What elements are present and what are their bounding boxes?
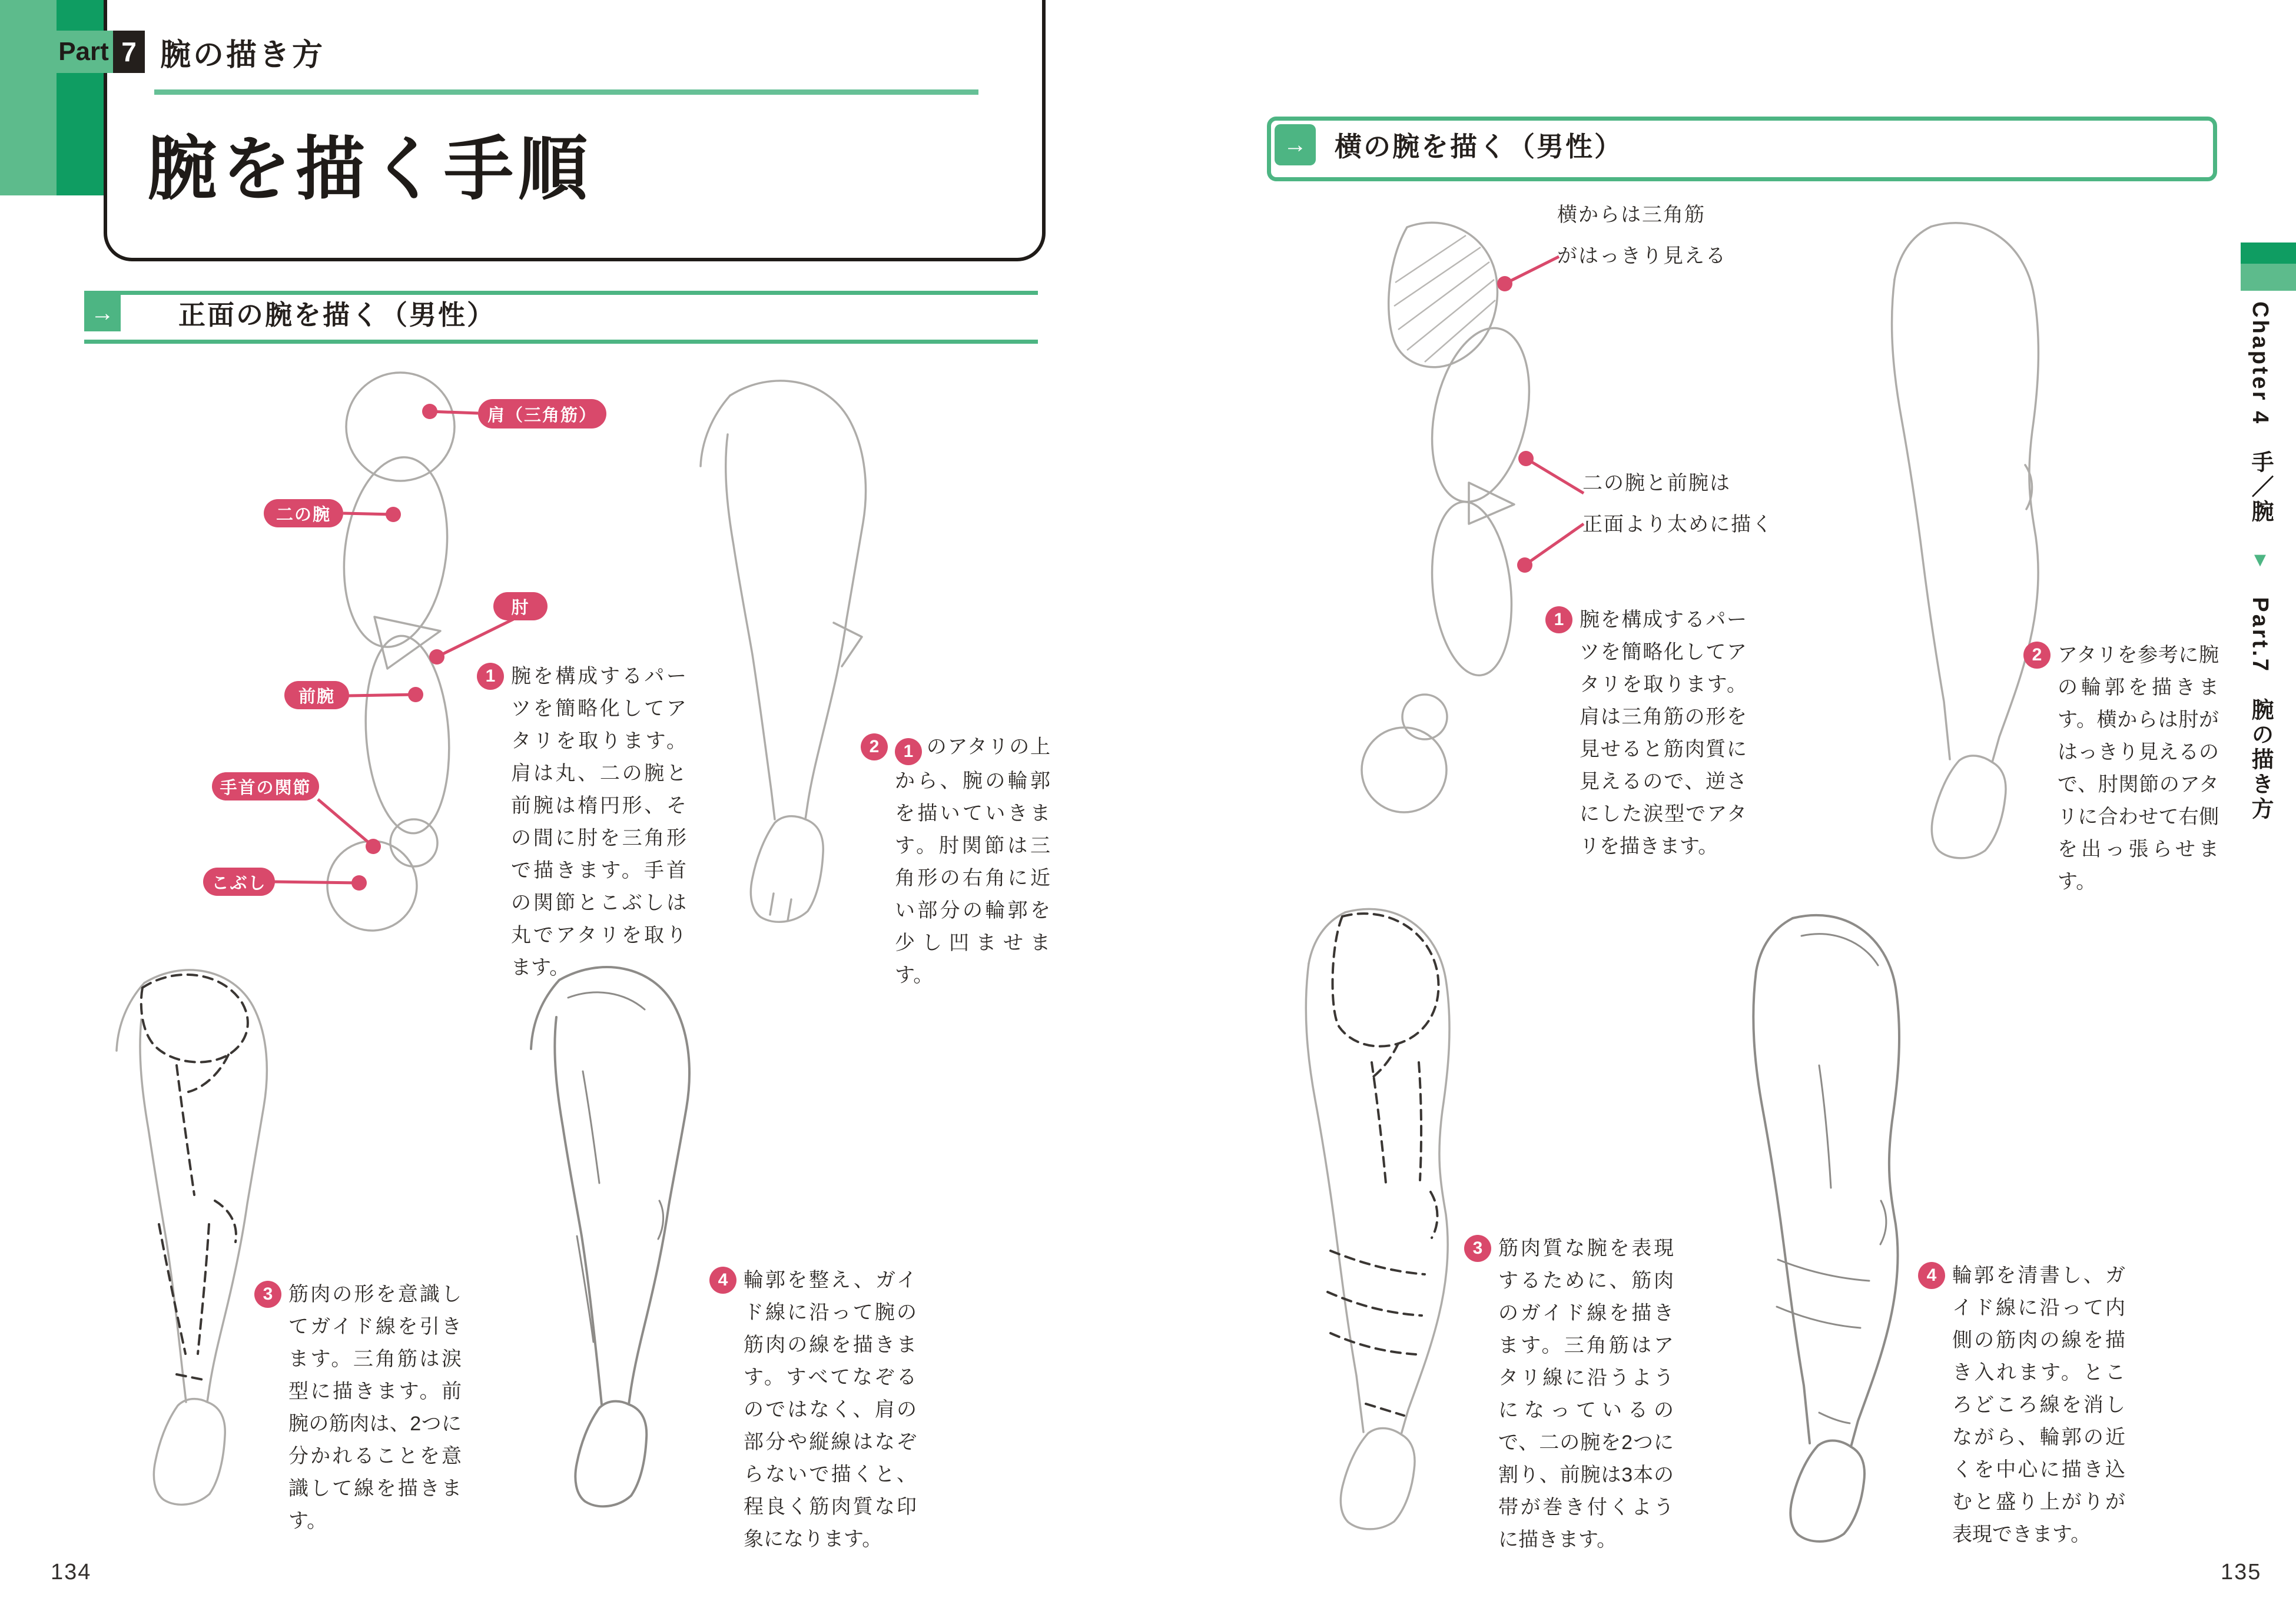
step-ref-badge: 1 [895,738,922,765]
part-number: 7 [113,31,145,73]
annotation-deltoid [1557,194,1727,277]
step-4-front [709,1264,917,1556]
annotation-line: 正面より太めに描く [1582,513,1773,536]
step-text: 筋肉の形を意識してガイド線を引きます。三角筋は涙型に描きます。前腕の筋肉は、2つに分かれることを意識して線を描きます。 [288,1283,462,1532]
label-wrist-joint: 手首の関節 [212,772,319,800]
step-number-badge: 2 [861,733,888,760]
step-4-side [1918,1260,2125,1551]
section-title: 正面の腕を描く（男性） [178,300,496,330]
step-text: 腕を構成するパーツを簡略化してアタリを取ります。肩は丸、二の腕と前腕は楕円形、その間に肘を三角形で描きます。手首の関節とこぶしは丸でアタリを取ります。 [511,665,686,979]
label-upper-arm: 二の腕 [264,499,343,527]
triangle-marker-icon: ▼ [2249,548,2271,573]
sidebar-part: Part.7 腕の描き方 [2248,597,2272,822]
step-text: 筋肉質な腕を表現するために、筋肉のガイド線を描きます。三角筋はアタリ線に沿うようになっているので、二の腕を2つに割り、前腕は3本の帯が巻き付くように描きます。 [1498,1237,1674,1551]
annotation-thickness [1582,463,1773,545]
part-title: 腕の描き方 [160,38,326,72]
arrow-icon: → [1275,124,1316,165]
sidebar-chapter: Chapter 4 手／腕 [2248,301,2272,525]
step-1-front [477,660,686,984]
step-text-body: のアタリの上から、腕の輪郭を描いていきます。肘関節は三角形の右角に近い部分の輪郭を少し凹ませます。 [895,736,1050,986]
arrow-icon: → [84,295,121,331]
label-shoulder: 肩（三角筋） [478,399,606,428]
label-fist: こぶし [203,868,275,896]
step-number-badge: 3 [254,1281,281,1308]
step-3-side [1464,1233,1674,1556]
section-title: 横の腕を描く（男性） [1335,131,1623,162]
page-number-left: 134 [51,1560,92,1585]
step-2-front [861,731,1050,992]
step-text: 輪郭を清書し、ガイド線に沿って内側の筋肉の線を描き入れます。ところどころ線を消しながら、輪郭の近くを中心に描き込むと盛り上がりが表現できます。 [1952,1264,2125,1546]
step-number-badge: 1 [477,663,504,690]
label-elbow: 肘 [493,592,548,620]
page-title: 腕を描く手順 [147,131,593,208]
annotation-line: 二の腕と前腕は [1582,472,1731,494]
step-text [861,731,1050,992]
step-number-badge: 3 [1464,1235,1491,1262]
step-number-badge: 4 [709,1267,736,1294]
label-forearm: 前腕 [284,681,349,709]
step-3-front [254,1278,462,1537]
step-number-badge: 4 [1918,1262,1945,1289]
step-text: アタリを参考に腕の輪郭を描きます。横からは肘がはっきり見えるので、肘関節のアタリに合わせて右側を出っ張らせます。 [2058,644,2219,893]
step-number-badge: 1 [1545,606,1572,633]
step-text: 腕を構成するパーツを簡略化してアタリを取ります。肩は三角筋の形を見せると筋肉質に見えるので、逆さにした涙型でアタリを描きます。 [1580,609,1747,858]
sidebar-tab-light [2241,264,2296,291]
sidebar-chapter-nav [2244,301,2277,890]
step-text: 輪郭を整え、ガイド線に沿って腕の筋肉の線を描きます。すべてなぞるのではなく、肩の部分や縦線はなぞらないで描くと、程良く筋肉質な印象になります。 [744,1269,917,1550]
step-1-side [1545,604,1747,863]
annotation-line: がはっきり見える [1557,245,1727,267]
step-number-badge: 2 [2023,642,2051,669]
part-label: Part [54,31,113,73]
annotation-line: 横からは三角筋 [1557,204,1706,226]
sidebar-tab-dark [2241,243,2296,264]
step-2-side [2023,639,2219,898]
page-number-right: 135 [2221,1560,2262,1585]
